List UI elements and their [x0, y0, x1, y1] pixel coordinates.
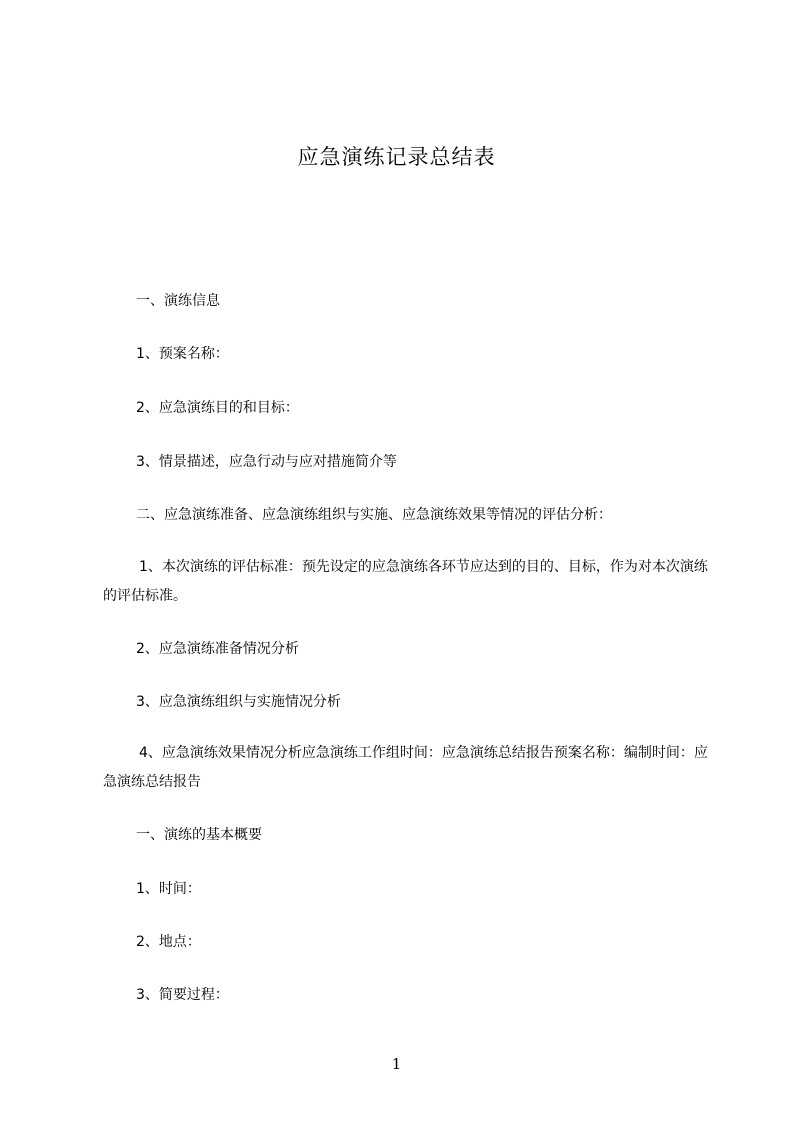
list-item-scenario-description: 3、情景描述，应急行动与应对措施简介等 — [136, 454, 397, 470]
paragraph-evaluation-standard-text: 1、本次演练的评估标准：预先设定的应急演练各环节应达到的目的、目标，作为对本次演练的评估标准。 — [103, 559, 708, 604]
paragraph-evaluation-standard — [103, 553, 709, 611]
paragraph-effect-analysis-text: 4、应急演练效果情况分析应急演练工作组时间：应急演练总结报告预案名称：编制时间：应急演练总结报告 — [103, 745, 708, 790]
section-heading-basic-overview: 一、演练的基本概要 — [136, 827, 262, 843]
list-item-organization-analysis: 3、应急演练组织与实施情况分析 — [136, 694, 341, 710]
document-title: 应急演练记录总结表 — [297, 145, 496, 169]
list-item-preparation-analysis: 2、应急演练准备情况分析 — [136, 641, 299, 657]
list-item-drill-objectives: 2、应急演练目的和目标： — [136, 400, 299, 416]
section-heading-drill-info: 一、演练信息 — [136, 293, 220, 309]
list-item-location: 2、地点： — [136, 934, 201, 950]
section-heading-evaluation-analysis: 二、应急演练准备、应急演练组织与实施、应急演练效果等情况的评估分析： — [136, 507, 612, 523]
list-item-brief-process: 3、简要过程： — [136, 987, 229, 1003]
paragraph-effect-analysis — [103, 739, 709, 797]
page-number: 1 — [391, 1055, 402, 1073]
list-item-time: 1、时间： — [136, 881, 201, 897]
list-item-plan-name: 1、预案名称： — [136, 346, 229, 362]
